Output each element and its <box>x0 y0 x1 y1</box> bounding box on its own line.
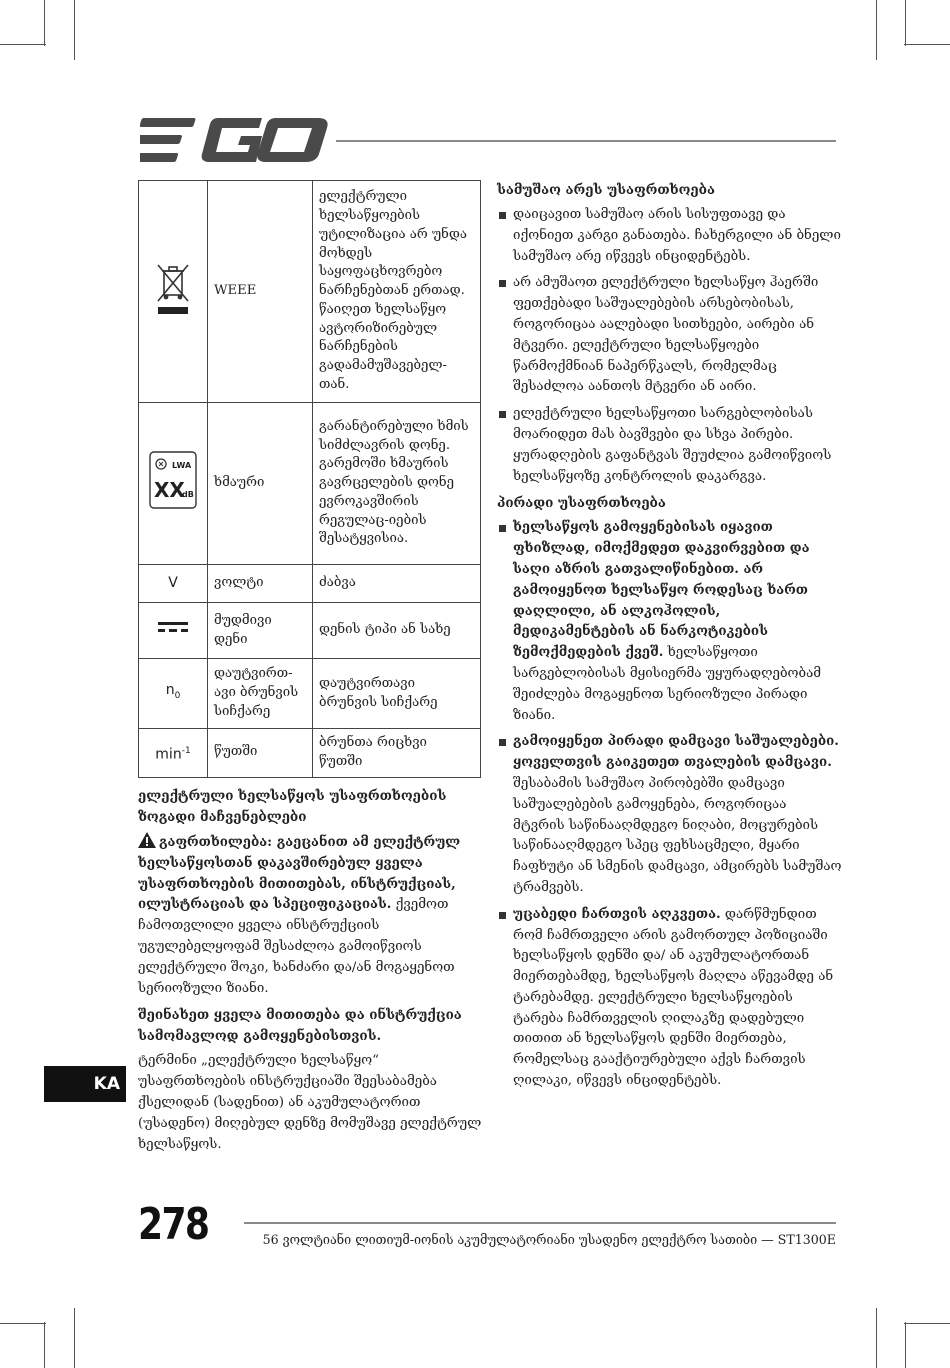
warning-triangle-icon <box>138 832 156 848</box>
symbol-min: min <box>155 746 182 763</box>
personal-safety-heading: პირადი უსაფრთხოება <box>497 495 666 512</box>
work-area-list <box>497 205 842 487</box>
crop-mark <box>905 0 906 46</box>
language-tab: KA <box>44 1066 126 1102</box>
crop-mark <box>904 1323 950 1324</box>
symbol-cell <box>139 659 208 729</box>
crop-mark <box>44 1322 45 1368</box>
work-area-heading: სამუშაო არეს უსაფრთხოება <box>497 182 715 198</box>
symbol-cell <box>139 729 208 778</box>
list-item <box>497 518 842 726</box>
personal-safety-list <box>497 518 842 1092</box>
crop-mark <box>876 1308 877 1368</box>
crop-mark <box>905 1322 906 1368</box>
general-safety-heading: ელექტრული ხელსაწყოს უსაფრთხოების ზოგადი მაჩვენებლები <box>138 788 447 825</box>
table-row <box>139 565 481 603</box>
description-cell: დენის ტიპი ან სახე <box>313 603 481 659</box>
crop-mark <box>0 1323 46 1324</box>
header-rule <box>336 140 836 142</box>
name-cell: WEEE <box>208 181 313 403</box>
list-item: არ ამუშაოთ ელექტრული ხელსაწყო ჰაერში ფეთქებადი საშუალებების არსებობისას, როგორიცაა აალებადი სითხეები, აირები ან მტვერი. ელექტრული ხელსაწყოები წარმოქმნიან ნაპერწკალს, რომელმაც შესაძლოა აანთოს მტვერი ან აირი. <box>497 273 842 398</box>
footer-rule <box>244 1222 836 1224</box>
crop-mark <box>44 0 45 46</box>
crop-mark <box>74 0 75 60</box>
description-cell: დაუტვირთავი ბრუნვის სიჩქარე <box>313 659 481 729</box>
symbols-table <box>138 180 481 778</box>
table-row <box>139 181 481 403</box>
table-row <box>139 659 481 729</box>
symbol-cell <box>139 603 208 659</box>
table-row <box>139 729 481 778</box>
name-cell: ვოლტი <box>208 565 313 603</box>
weee-bin-icon <box>155 261 191 315</box>
noise-lwa-label: LWA <box>172 461 192 471</box>
list-item-text: ხელსაწყოთი სარგებლობისას მყისიერმა უყურადღებობამ შეიძლება მოგაყენოთ სერიოზული პირადი ზიანი. <box>513 645 822 723</box>
right-column <box>497 180 842 1098</box>
noise-xx-label: XX <box>154 478 185 503</box>
table-row <box>139 403 481 565</box>
name-cell: დაუტვირთ-ავი ბრუნვის სიჩქარე <box>208 659 313 729</box>
crop-mark <box>74 1308 75 1368</box>
footer-title: 56 ვოლტიანი ლითიუმ-იონის აკუმულატორიანი უსადენო ელექტრო სათიბი — ST1300E <box>262 1232 836 1247</box>
description-cell: ელექტრული ხელსაწყოების უტილიზაცია არ უნდა მოხდეს საყოფაცხოვრებო ნარჩენებთან ერთად. წაიღეთ ხელსაწყო ავტორიზირებულ ნარჩენების გადამამუშავებელ-თან. <box>313 181 481 403</box>
crop-mark <box>0 44 46 45</box>
list-item <box>497 732 842 898</box>
term-paragraph: ტერმინი „ელექტრული ხელსაწყო“ უსაფრთხოების ინსტრუქციაში შეესაბამება ქსელიდან (სადენით) ან აკუმულატორით (უსადენო) მიღებულ დენზე მომუშავე ელექტრულ ხელსაწყოს. <box>138 1053 482 1152</box>
warning-text: ქვემოთ ჩამოთვლილი ყველა ინსტრუქციის უგულებელყოფამ შესაძლოა გამოიწვიოს ელექტრული შოკი, ხანძარი და/ან მოგაყენოთ სერიოზული ზიანი. <box>138 897 455 996</box>
list-item-bold: ხელსაწყოს გამოყენებისას იყავით ფხიზლად, იმოქმედეთ დაკვირვებით და საღი აზრის გათვალიწინებით. არ გამოიყენოთ ხელსაწყო როდესაც ხართ დაღლილი, ან ალკოჰოლის, მედიკამენტების ან ნარკოტიკების ზემოქმედების ქვეშ. <box>513 520 810 661</box>
name-cell: ხმაური <box>208 403 313 565</box>
symbol-superscript: -1 <box>181 745 191 756</box>
symbol-cell <box>139 403 208 565</box>
warning-bold-text: გაფრთხილება: გაეცანით ამ ელექტრულ ხელსაწყოსთან დაკავშირებულ ყველა უსაფრთხოების მითითებას, ინსტრუქციას, ილუსტრაციას და სპეციფიკაციას. <box>138 835 461 913</box>
symbol-subscript: 0 <box>174 691 181 701</box>
description-cell: გარანტირებული ხმის სიმძლავრის დონე. გარემოში ხმაურის გავრცელების დონე ევროკავშირის რეგულაც-იების შესატყვისია. <box>313 403 481 565</box>
description-cell: ძაბვა <box>313 565 481 603</box>
name-cell: წუთში <box>208 729 313 778</box>
keep-instructions-heading: შეინახეთ ყველა მითითება და ინსტრუქცია სამომავლოდ გამოყენებისთვის. <box>138 1007 462 1045</box>
description-cell: ბრუნთა რიცხვი წუთში <box>313 729 481 778</box>
direct-current-icon <box>158 620 188 634</box>
list-item-bold: უცაბედი ჩართვის აღკვეთა. <box>513 906 721 922</box>
list-item-text: შესაბამის სამუშაო პირობებში დამცავი საშუალებების გამოყენება, როგორიცაა მტვრის საწინააღმდეგო ნიღაბი, მოცურების საწინააღმდეგო სპეც ფეხსაცმელი, მყარი ჩაფხუტი ან სმენის დამცავი, ამცირებს სამუშაო ტრამვებს. <box>513 775 842 895</box>
page-number: 278 <box>138 1199 209 1250</box>
list-item <box>497 905 842 1092</box>
list-item-bold: გამოიყენეთ პირადი დამცავი საშუალებები. ყოველთვის გაიკეთეთ თვალების დამცავი. <box>513 734 839 771</box>
noise-db-label: dB <box>182 490 194 500</box>
name-cell: მუდმივი დენი <box>208 603 313 659</box>
ego-logo <box>140 118 328 162</box>
noise-level-icon <box>149 451 197 509</box>
list-item-text: დარწმუნდით რომ ჩამრთველი არის გამორთულ პოზიციაში ხელსაწყოს დენში და/ ან აკუმულატორთან მიერთებამდე, ხელსაწყოს მაღლა აწევამდე ან ტარებამდე. ელექტრული ხელსაწყოების ტარება ჩამრთველის ღილაკზე დადებული თითით ან ხელსაწყოს დენში მიერთება, რომელსაც გააქტიურებული აქვს ჩართვის ღილაკი, იწვევს ინციდენტებს. <box>513 906 834 1089</box>
symbol-n: n <box>165 682 175 699</box>
symbol-cell <box>139 181 208 403</box>
crop-mark <box>904 44 950 45</box>
warning-paragraph <box>138 832 483 999</box>
table-row <box>139 603 481 659</box>
left-column <box>138 786 483 1161</box>
list-item: ელექტრული ხელსაწყოთი სარგებლობისას მოარიდეთ მას ბავშვები და სხვა პირები. ყურადღების გაფანტვას შეუძლია გამოიწვიოს ხელსაწყოზე კონტროლის დაკარგვა. <box>497 404 842 487</box>
crop-mark <box>876 0 877 60</box>
list-item: დაიცავით სამუშაო არის სისუფთავე და იქონიეთ კარგი განათება. ჩახერგილი ან ბნელი სამუშაო არე იწვევს ინციდენტებს. <box>497 205 842 267</box>
symbol-cell: V <box>139 565 208 603</box>
